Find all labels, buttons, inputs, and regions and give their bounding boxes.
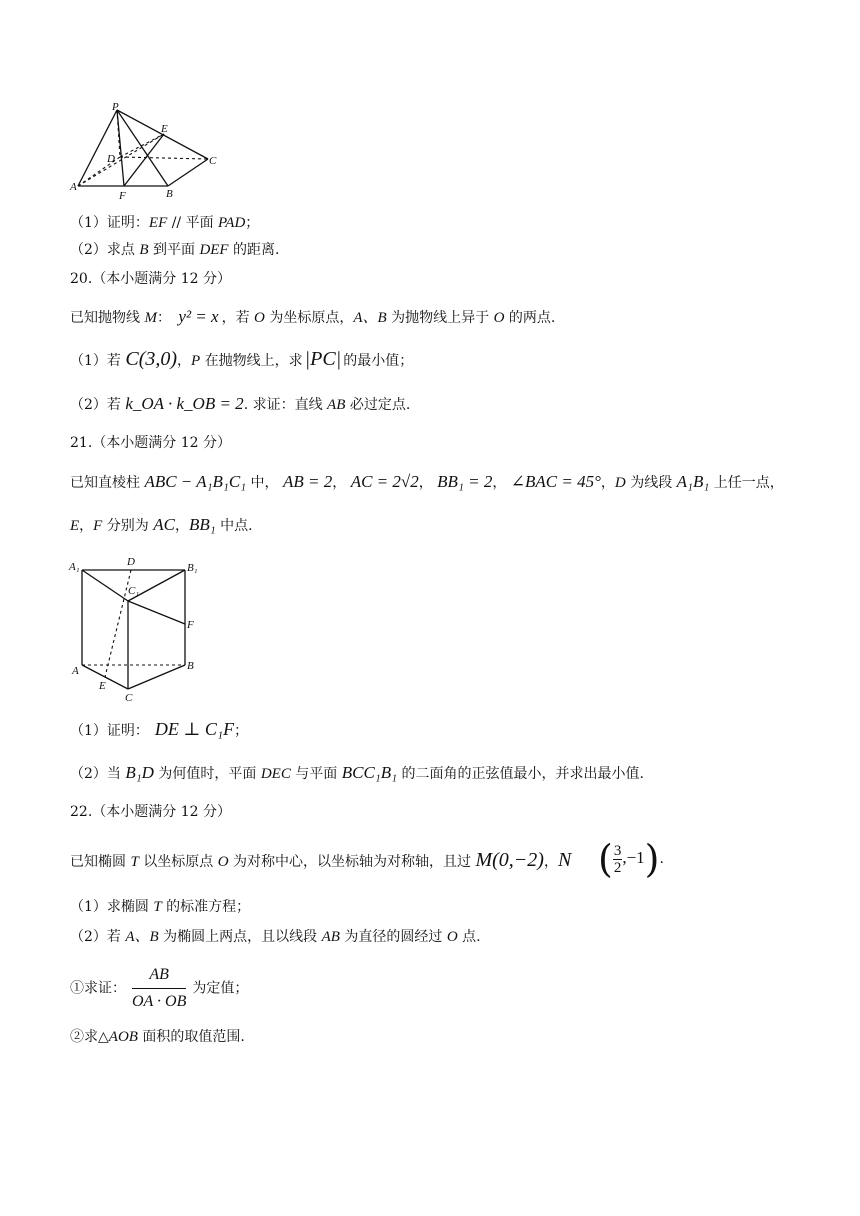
q21-stem-line1: 已知直棱柱 ABC − A₁B₁C₁ 中， AB = 2， AC = 2√2， BB₁ = 2， ∠BAC = 45°，D 为线段 A₁B₁ 上任一点，	[70, 472, 784, 491]
q22-part1: （1）求椭圆 T 的标准方程；	[70, 899, 251, 915]
q19-part2: （2）求点 B 到平面 DEF 的距离.	[70, 242, 280, 258]
prism-label-a1: A₁	[69, 561, 80, 573]
q21-stem-line2: E，F 分别为 AC，BB₁ 中点.	[70, 515, 253, 534]
q22-header: 22.（本小题满分 12 分）	[70, 804, 231, 820]
prism-label-b: B	[187, 660, 194, 672]
pyramid-label-f: F	[119, 190, 126, 202]
q20-header: 20.（本小题满分 12 分）	[70, 271, 231, 287]
pyramid-label-p: P	[112, 101, 119, 113]
q20-part2: （2）若 k_OA · k_OB = 2. 求证：直线 AB 必过定点.	[70, 394, 411, 413]
prism-label-b1: B₁	[187, 562, 198, 574]
q21-header: 21.（本小题满分 12 分）	[70, 435, 231, 451]
q21-part1: （1）证明： DE ⊥ C₁F；	[70, 719, 249, 739]
pyramid-label-c: C	[209, 155, 217, 167]
prism-label-a: A	[72, 665, 79, 677]
prism-label-d: D	[127, 556, 135, 568]
prism-figure	[68, 556, 218, 706]
prism-label-c1: C₁	[128, 585, 140, 597]
pyramid-figure	[68, 98, 228, 202]
pyramid-label-d: D	[107, 153, 115, 165]
q19-part1: （1）证明：EF // 平面 PAD；	[70, 215, 260, 231]
q20-stem: 已知抛物线 M： y² = x ，若 O 为坐标原点，A、B 为抛物线上异于 O 的两点.	[70, 307, 556, 326]
prism-label-f: F	[187, 619, 194, 631]
pyramid-label-a: A	[70, 181, 77, 193]
prism-label-c: C	[125, 692, 133, 704]
q22-sub1: ①求证： $\frac{AB}{OA \cdot OB}$ 为定值；	[70, 966, 249, 1010]
pyramid-label-e: E	[161, 123, 168, 135]
q21-part2: （2）当 B₁D 为何值时，平面 DEC 与平面 BCC₁B₁ 的二面角的正弦值最小，并求出最小值.	[70, 763, 644, 782]
q22-sub2: ②求△AOB 面积的取值范围.	[70, 1029, 245, 1045]
pyramid-label-b: B	[166, 188, 173, 200]
q22-part2: （2）若 A、B 为椭圆上两点，且以线段 AB 为直径的圆经过 O 点.	[70, 929, 481, 945]
prism-label-e: E	[99, 680, 106, 692]
q22-stem: 已知椭圆 T 以坐标原点 O 为对称中心，以坐标轴为对称轴，且过 M(0,−2)，N	[70, 849, 572, 871]
q20-part1: （1）若 C(3,0)，P 在抛物线上，求 |PC| 的最小值；	[70, 348, 414, 370]
q22-point-n: ( $\frac{3}{2}$ ,−1).	[598, 837, 664, 881]
